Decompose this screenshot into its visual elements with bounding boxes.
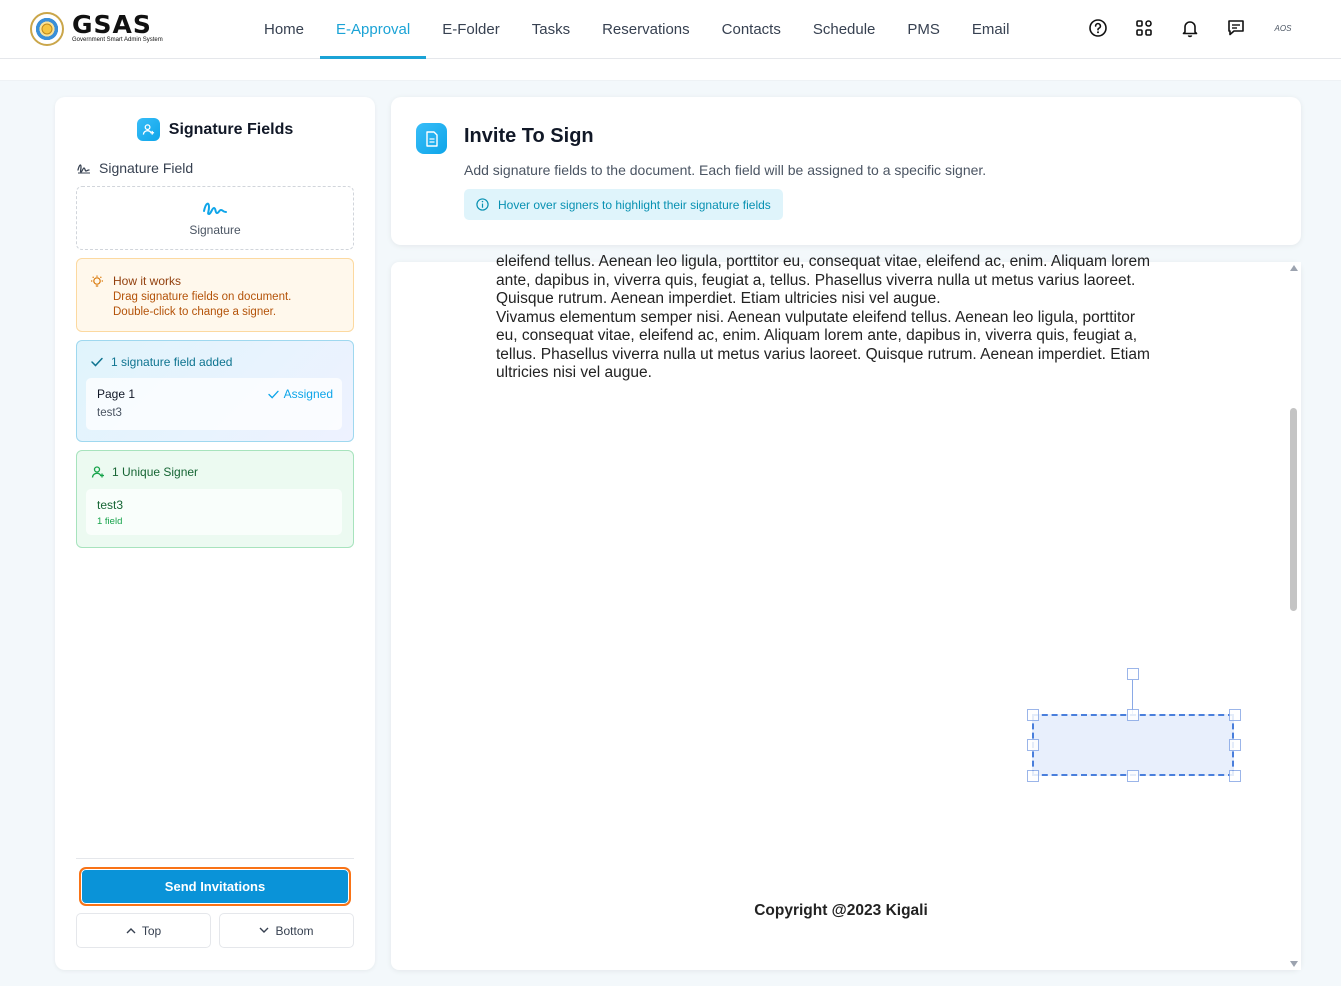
top-icons: [1087, 17, 1317, 39]
doc-line: ultricies nisi vel augue.: [496, 364, 652, 381]
bell-icon[interactable]: [1179, 17, 1201, 39]
signature-icon: [77, 162, 91, 174]
signature-drag-label: Signature: [189, 223, 241, 237]
signature-fields-panel: [55, 97, 375, 970]
signature-icon: [202, 199, 228, 217]
nav-email[interactable]: Email: [971, 21, 1010, 38]
nav-pms[interactable]: PMS: [907, 21, 940, 38]
nav-schedule[interactable]: Schedule: [812, 21, 876, 38]
chevron-up-icon: [126, 927, 136, 934]
page-description: Add signature fields to the document. Each field will be assigned to a specific signer.: [464, 162, 987, 178]
brand-subtitle: Government Smart Admin System: [72, 37, 163, 43]
scrollbar[interactable]: [1287, 262, 1301, 970]
signature-field-item[interactable]: [86, 378, 342, 430]
top-navbar: [0, 0, 1341, 59]
document-footer: Copyright @2023 Kigali: [754, 902, 928, 919]
doc-line: ante, dapibus in, viverra quis, feugiat a, tellus. Phasellus viverra nulla ut metus varius laoreet.: [496, 271, 1136, 289]
document-body: [496, 253, 1186, 383]
rotate-handle[interactable]: [1127, 668, 1139, 680]
hover-tip: Hover over signers to highlight their signature fields: [464, 189, 783, 220]
nav-home[interactable]: Home: [264, 21, 305, 38]
nav-reservations[interactable]: Reservations: [602, 21, 690, 38]
resize-handle-e[interactable]: [1229, 739, 1241, 751]
lightbulb-icon: [90, 275, 104, 289]
check-icon: [268, 390, 279, 399]
apps-grid-icon[interactable]: [1133, 17, 1155, 39]
field-page: Page 1: [97, 387, 136, 401]
signer-name: test3: [97, 498, 124, 512]
document-icon: [416, 123, 447, 154]
resize-handle-w[interactable]: [1027, 739, 1039, 751]
help-icon[interactable]: [1087, 17, 1109, 39]
resize-handle-s[interactable]: [1127, 770, 1139, 782]
panel-title: Signature Fields: [55, 118, 375, 141]
scroll-top-button[interactable]: Top: [76, 913, 211, 948]
doc-line: eu, consequat vitae, eleifend ac, enim. Aliquam lorem ante, dapibus in, viverra quis, feugiat a,: [496, 327, 1138, 344]
page-title: Invite To Sign: [464, 125, 594, 147]
main-nav: [248, 0, 1025, 59]
scroll-up-arrow[interactable]: [1290, 265, 1298, 271]
nav-e-folder[interactable]: E-Folder: [442, 21, 500, 38]
brand-logo[interactable]: [30, 12, 163, 46]
nav-e-approval[interactable]: E-Approval: [320, 0, 426, 59]
signature-drag-item[interactable]: [76, 186, 354, 250]
user-avatar[interactable]: [1271, 17, 1293, 39]
nav-contacts[interactable]: Contacts: [721, 21, 781, 38]
placed-signature-field[interactable]: [1032, 714, 1234, 776]
scrollbar-thumb[interactable]: [1290, 408, 1297, 611]
doc-line: Quisque rutrum. Aenean imperdiet. Etiam ultricies nisi vel augue.: [496, 290, 941, 307]
signature-field-heading: Signature Field: [77, 160, 193, 176]
chat-icon[interactable]: [1225, 17, 1247, 39]
resize-handle-sw[interactable]: [1027, 770, 1039, 782]
unique-heading: 1 Unique Signer: [91, 465, 198, 479]
how-line-2: Double-click to change a signer.: [113, 306, 277, 318]
breadcrumb-strip: [0, 59, 1341, 81]
info-icon: [476, 198, 489, 211]
resize-handle-n[interactable]: [1127, 709, 1139, 721]
how-title: How it works: [113, 274, 182, 288]
avatar-text: AOS: [1274, 23, 1292, 33]
resize-handle-nw[interactable]: [1027, 709, 1039, 721]
send-invitations-button[interactable]: Send Invitations: [79, 867, 351, 906]
user-add-icon: [91, 465, 105, 479]
how-it-works-box: [76, 258, 354, 332]
user-add-icon: [137, 118, 160, 141]
how-line-1: Drag signature fields on document.: [113, 291, 292, 303]
field-signer: test3: [97, 407, 122, 419]
chevron-down-icon: [259, 927, 269, 934]
doc-line: eleifend tellus. Aenean leo ligula, porttitor eu, consequat vitae, eleifend ac, enim. Aliquam lorem: [496, 253, 1150, 270]
resize-handle-se[interactable]: [1229, 770, 1241, 782]
document-viewer[interactable]: [391, 253, 1301, 970]
scroll-bottom-button[interactable]: Bottom: [219, 913, 354, 948]
added-fields-box: [76, 340, 354, 442]
brand-name: GSAS: [72, 10, 152, 39]
invite-header-card: [391, 97, 1301, 245]
added-heading: 1 signature field added: [91, 355, 232, 369]
signer-item[interactable]: [86, 489, 342, 535]
assigned-status: Assigned: [268, 387, 333, 401]
doc-line: tellus. Phasellus viverra nulla ut metus varius laoreet. Quisque rutrum. Aenean imperdiet. Etiam: [496, 345, 1150, 363]
resize-handle-ne[interactable]: [1229, 709, 1241, 721]
doc-line: Vivamus elementum semper nisi. Aenean vulputate eleifend tellus. Aenean leo ligula, porttitor: [496, 308, 1136, 326]
check-icon: [91, 357, 103, 367]
emblem-icon: [30, 12, 64, 46]
divider: [76, 858, 354, 859]
unique-signers-box: [76, 450, 354, 548]
signer-field-count: 1 field: [97, 516, 123, 527]
scroll-down-arrow[interactable]: [1290, 961, 1298, 967]
nav-tasks[interactable]: Tasks: [531, 21, 571, 38]
